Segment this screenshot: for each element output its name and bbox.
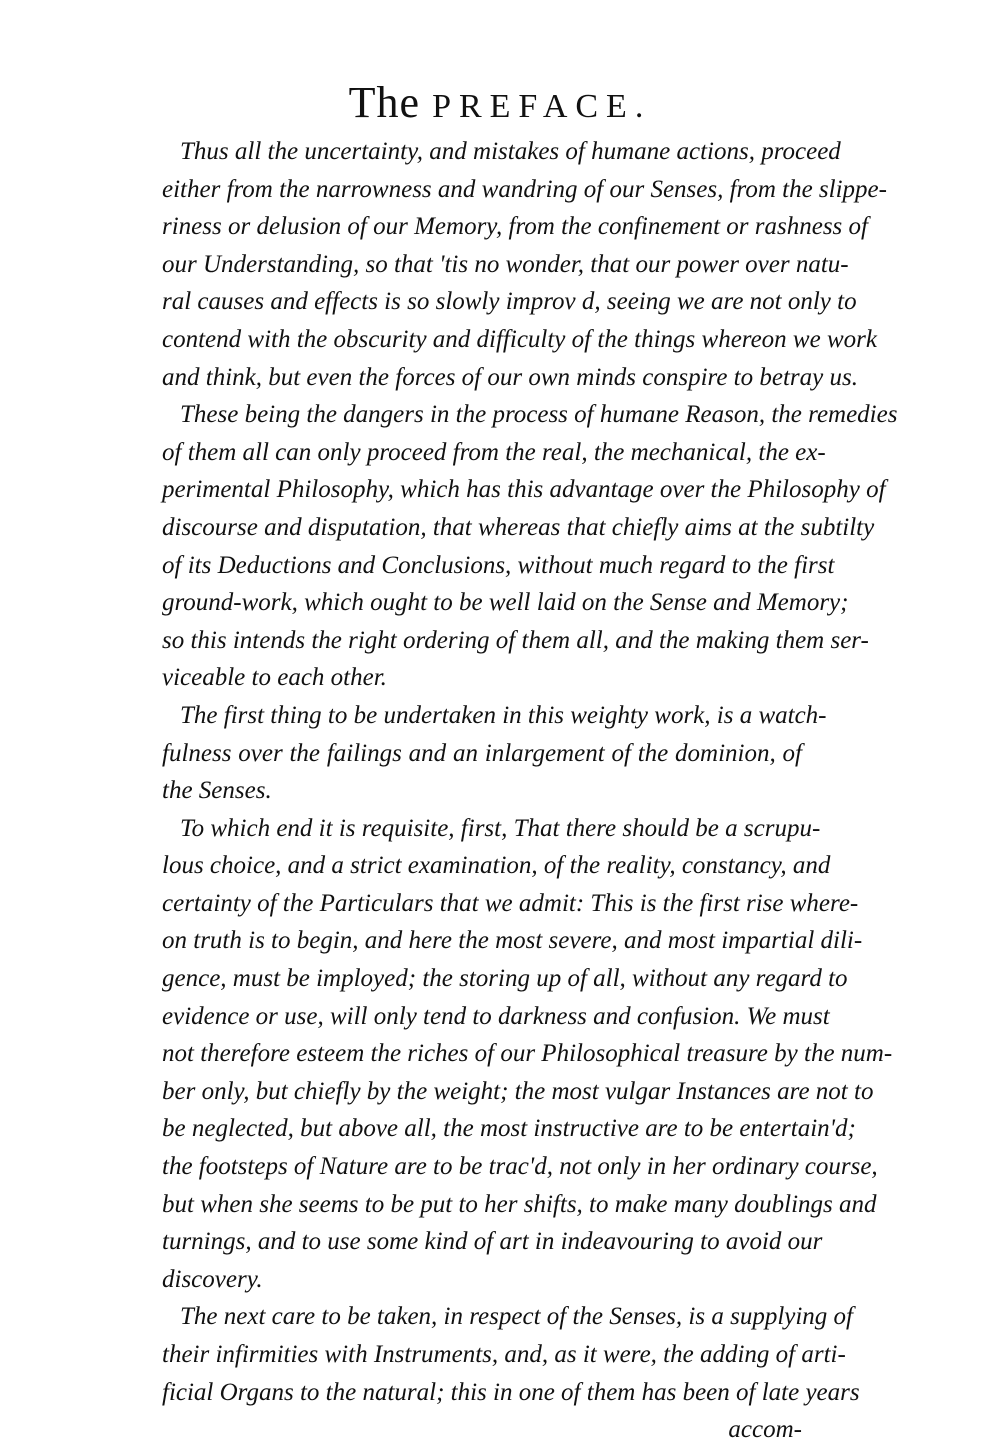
running-head-preface: PREFACE. [432,88,652,125]
text-line: discourse and disputation, that whereas that chiefly aims at the subtilty [162,513,875,541]
text-line: of its Deductions and Conclusions, without much regard to the first [162,551,835,579]
text-line: discovery. [162,1265,263,1293]
text-line: of them all can only proceed from the real, the mechanical, the ex- [162,438,826,466]
text-line: contend with the obscurity and difficulty of the things whereon we work [162,325,877,353]
text-line: be neglected, but above all, the most instructive are to be entertain'd; [162,1115,856,1143]
text-line: not therefore esteem the riches of our Philosophical treasure by the num- [162,1040,893,1068]
catchword: accom- [728,1416,802,1444]
text-line: The first thing to be undertaken in this weighty work, is a watch- [180,701,827,729]
text-line: lous choice, and a strict examination, of the reality, constancy, and [162,852,831,880]
text-line: either from the narrowness and wandring of our Senses, from the slippe- [162,175,887,203]
text-line: our Understanding, so that 'tis no wonder, that our power over natu- [162,250,849,278]
text-line: fulness over the failings and an inlargement of the dominion, of [162,739,802,767]
text-line: perimental Philosophy, which has this advantage over the Philosophy of [162,476,886,504]
text-line: These being the dangers in the process of humane Reason, the remedies [180,401,898,429]
text-line: evidence or use, will only tend to darkness and confusion. We must [162,1002,830,1030]
text-line: ficial Organs to the natural; this in one of them has been of late years [162,1378,860,1406]
text-line: viceable to each other. [162,664,387,692]
text-line: their infirmities with Instruments, and, as it were, the adding of arti- [162,1341,846,1368]
text-line: and think, but even the forces of our own minds conspire to betray us. [162,363,858,391]
text-line: riness or delusion of our Memory, from the confinement or rashness of [162,213,868,241]
text-line: ber only, but chiefly by the weight; the most vulgar Instances are not to [162,1077,874,1105]
text-line: ral causes and effects is so slowly improv d, seeing we are not only to [162,288,857,316]
text-line: ground-work, which ought to be well laid on the Sense and Memory; [162,589,849,617]
text-line: the footsteps of Nature are to be trac'd, not only in her ordinary course, [162,1153,878,1181]
text-line: To which end it is requisite, first, That there should be a scrupu- [180,814,821,842]
text-line: The next care to be taken, in respect of the Senses, is a supplying of [180,1303,853,1331]
running-head-the: The [348,78,421,127]
text-line: on truth is to begin, and here the most severe, and most impartial dili- [162,927,863,955]
text-line: the Senses. [162,777,272,805]
text-line: turnings, and to use some kind of art in indeavouring to avoid our [162,1228,823,1256]
text-line: so this intends the right ordering of them all, and the making them ser- [162,626,869,654]
text-line: but when she seems to be put to her shifts, to make many doublings and [162,1190,877,1218]
running-head [0,78,1000,132]
text-line: gence, must be imployed; the storing up of all, without any regard to [162,965,848,993]
body-text [162,133,898,1449]
text-line: Thus all the uncertainty, and mistakes of humane actions, proceed [180,138,841,165]
text-line: certainty of the Particulars that we admit: This is the first rise where- [162,889,859,917]
